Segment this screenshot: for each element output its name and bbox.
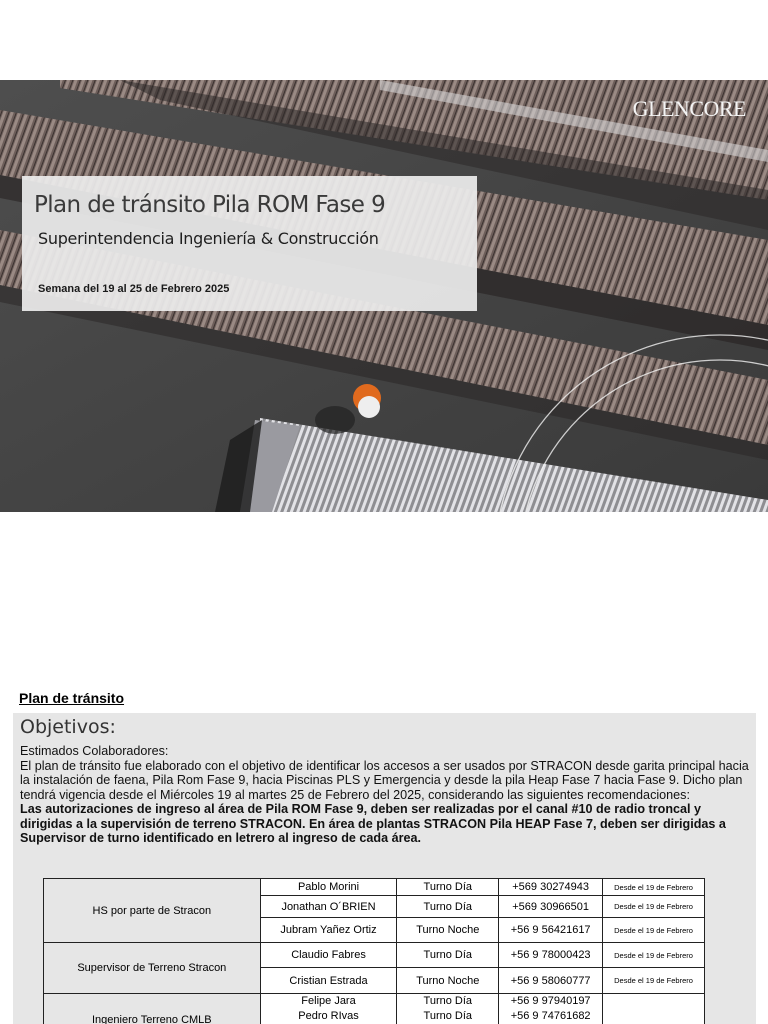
objectives-title: Objetivos:: [20, 716, 116, 738]
phone-cell: +56 9 58060777: [499, 968, 603, 994]
phone-cell: +569 30966501: [499, 896, 603, 918]
shift-cell: Turno Noche: [397, 918, 499, 943]
role-cell: Ingeniero Terreno CMLB: [44, 994, 261, 1024]
shift-cell: Turno Día: [397, 879, 499, 896]
authorization-paragraph: Las autorizaciones de ingreso al área de Pila ROM Fase 9, deben ser realizadas por el canal #10 de radio troncal y dirigidas a la supervisión de terreno STRACON. En área de plantas STRACON Pila HEAP Fase 7, deben ser dirigidas a Supervisor de turno identificado en letrero al ingreso de cada área.: [20, 802, 726, 845]
contacts-table: [43, 878, 705, 1024]
name-cell: Claudio Fabres: [260, 943, 397, 968]
table-row: [44, 943, 705, 968]
name-cell: Pablo Morini: [260, 879, 397, 896]
shift-cell: Turno Noche: [397, 968, 499, 994]
shift-cell: [397, 994, 499, 1024]
since-cell: [603, 994, 705, 1024]
phone-cell: [499, 994, 603, 1024]
phone-line: +56 9 97940197: [510, 995, 591, 1007]
name-line: Pedro RIvas: [298, 1010, 359, 1022]
shift-cell: Turno Día: [397, 943, 499, 968]
cover-slide: [0, 80, 768, 512]
greeting: Estimados Colaboradores:: [20, 744, 169, 758]
since-cell: Desde el 19 de Febrero: [603, 896, 705, 918]
shift-line: Turno Día: [423, 1010, 473, 1022]
section-heading: Plan de tránsito: [19, 690, 125, 706]
cover-title: Plan de tránsito Pila ROM Fase 9: [34, 192, 386, 218]
shift-cell: Turno Día: [397, 896, 499, 918]
objectives-paragraph: El plan de tránsito fue elaborado con el objetivo de identificar los accesos a ser usados por STRACON desde garita principal hacia la instalación de faena, Pila Rom Fase 9, hacia Piscinas PLS y Emergencia y desde la pila Heap Fase 7 hacia Fase 9. Dicho plan tendrá vigencia desde el Miércoles 19 al martes 25 de Febrero del 2025, considerando las siguientes recomendaciones:: [20, 758, 749, 802]
name-line: Felipe Jara: [301, 995, 356, 1007]
name-cell: Jubram Yañez Ortiz: [260, 918, 397, 943]
phone-line: +56 9 74761682: [510, 1010, 591, 1022]
cover-week: Semana del 19 al 25 de Febrero 2025: [38, 283, 230, 295]
since-cell: Desde el 19 de Febrero: [603, 968, 705, 994]
phone-cell: +56 9 78000423: [499, 943, 603, 968]
since-cell: Desde el 19 de Febrero: [603, 918, 705, 943]
role-cell: Supervisor de Terreno Stracon: [44, 943, 261, 994]
since-cell: Desde el 19 de Febrero: [603, 879, 705, 896]
name-cell: [260, 994, 397, 1024]
table-row: [44, 994, 705, 1024]
glencore-logo: GLENCORE: [632, 96, 746, 121]
objectives-body: [20, 744, 750, 846]
phone-cell: +569 30274943: [499, 879, 603, 896]
table-row: [44, 879, 705, 896]
cover-subtitle: Superintendencia Ingeniería & Construcción: [38, 229, 379, 248]
name-cell: Jonathan O´BRIEN: [260, 896, 397, 918]
phone-cell: +56 9 56421617: [499, 918, 603, 943]
name-cell: Cristian Estrada: [260, 968, 397, 994]
role-cell: HS por parte de Stracon: [44, 879, 261, 943]
cover-title-box: [22, 176, 477, 311]
since-cell: Desde el 19 de Febrero: [603, 943, 705, 968]
shift-line: Turno Día: [423, 995, 473, 1007]
